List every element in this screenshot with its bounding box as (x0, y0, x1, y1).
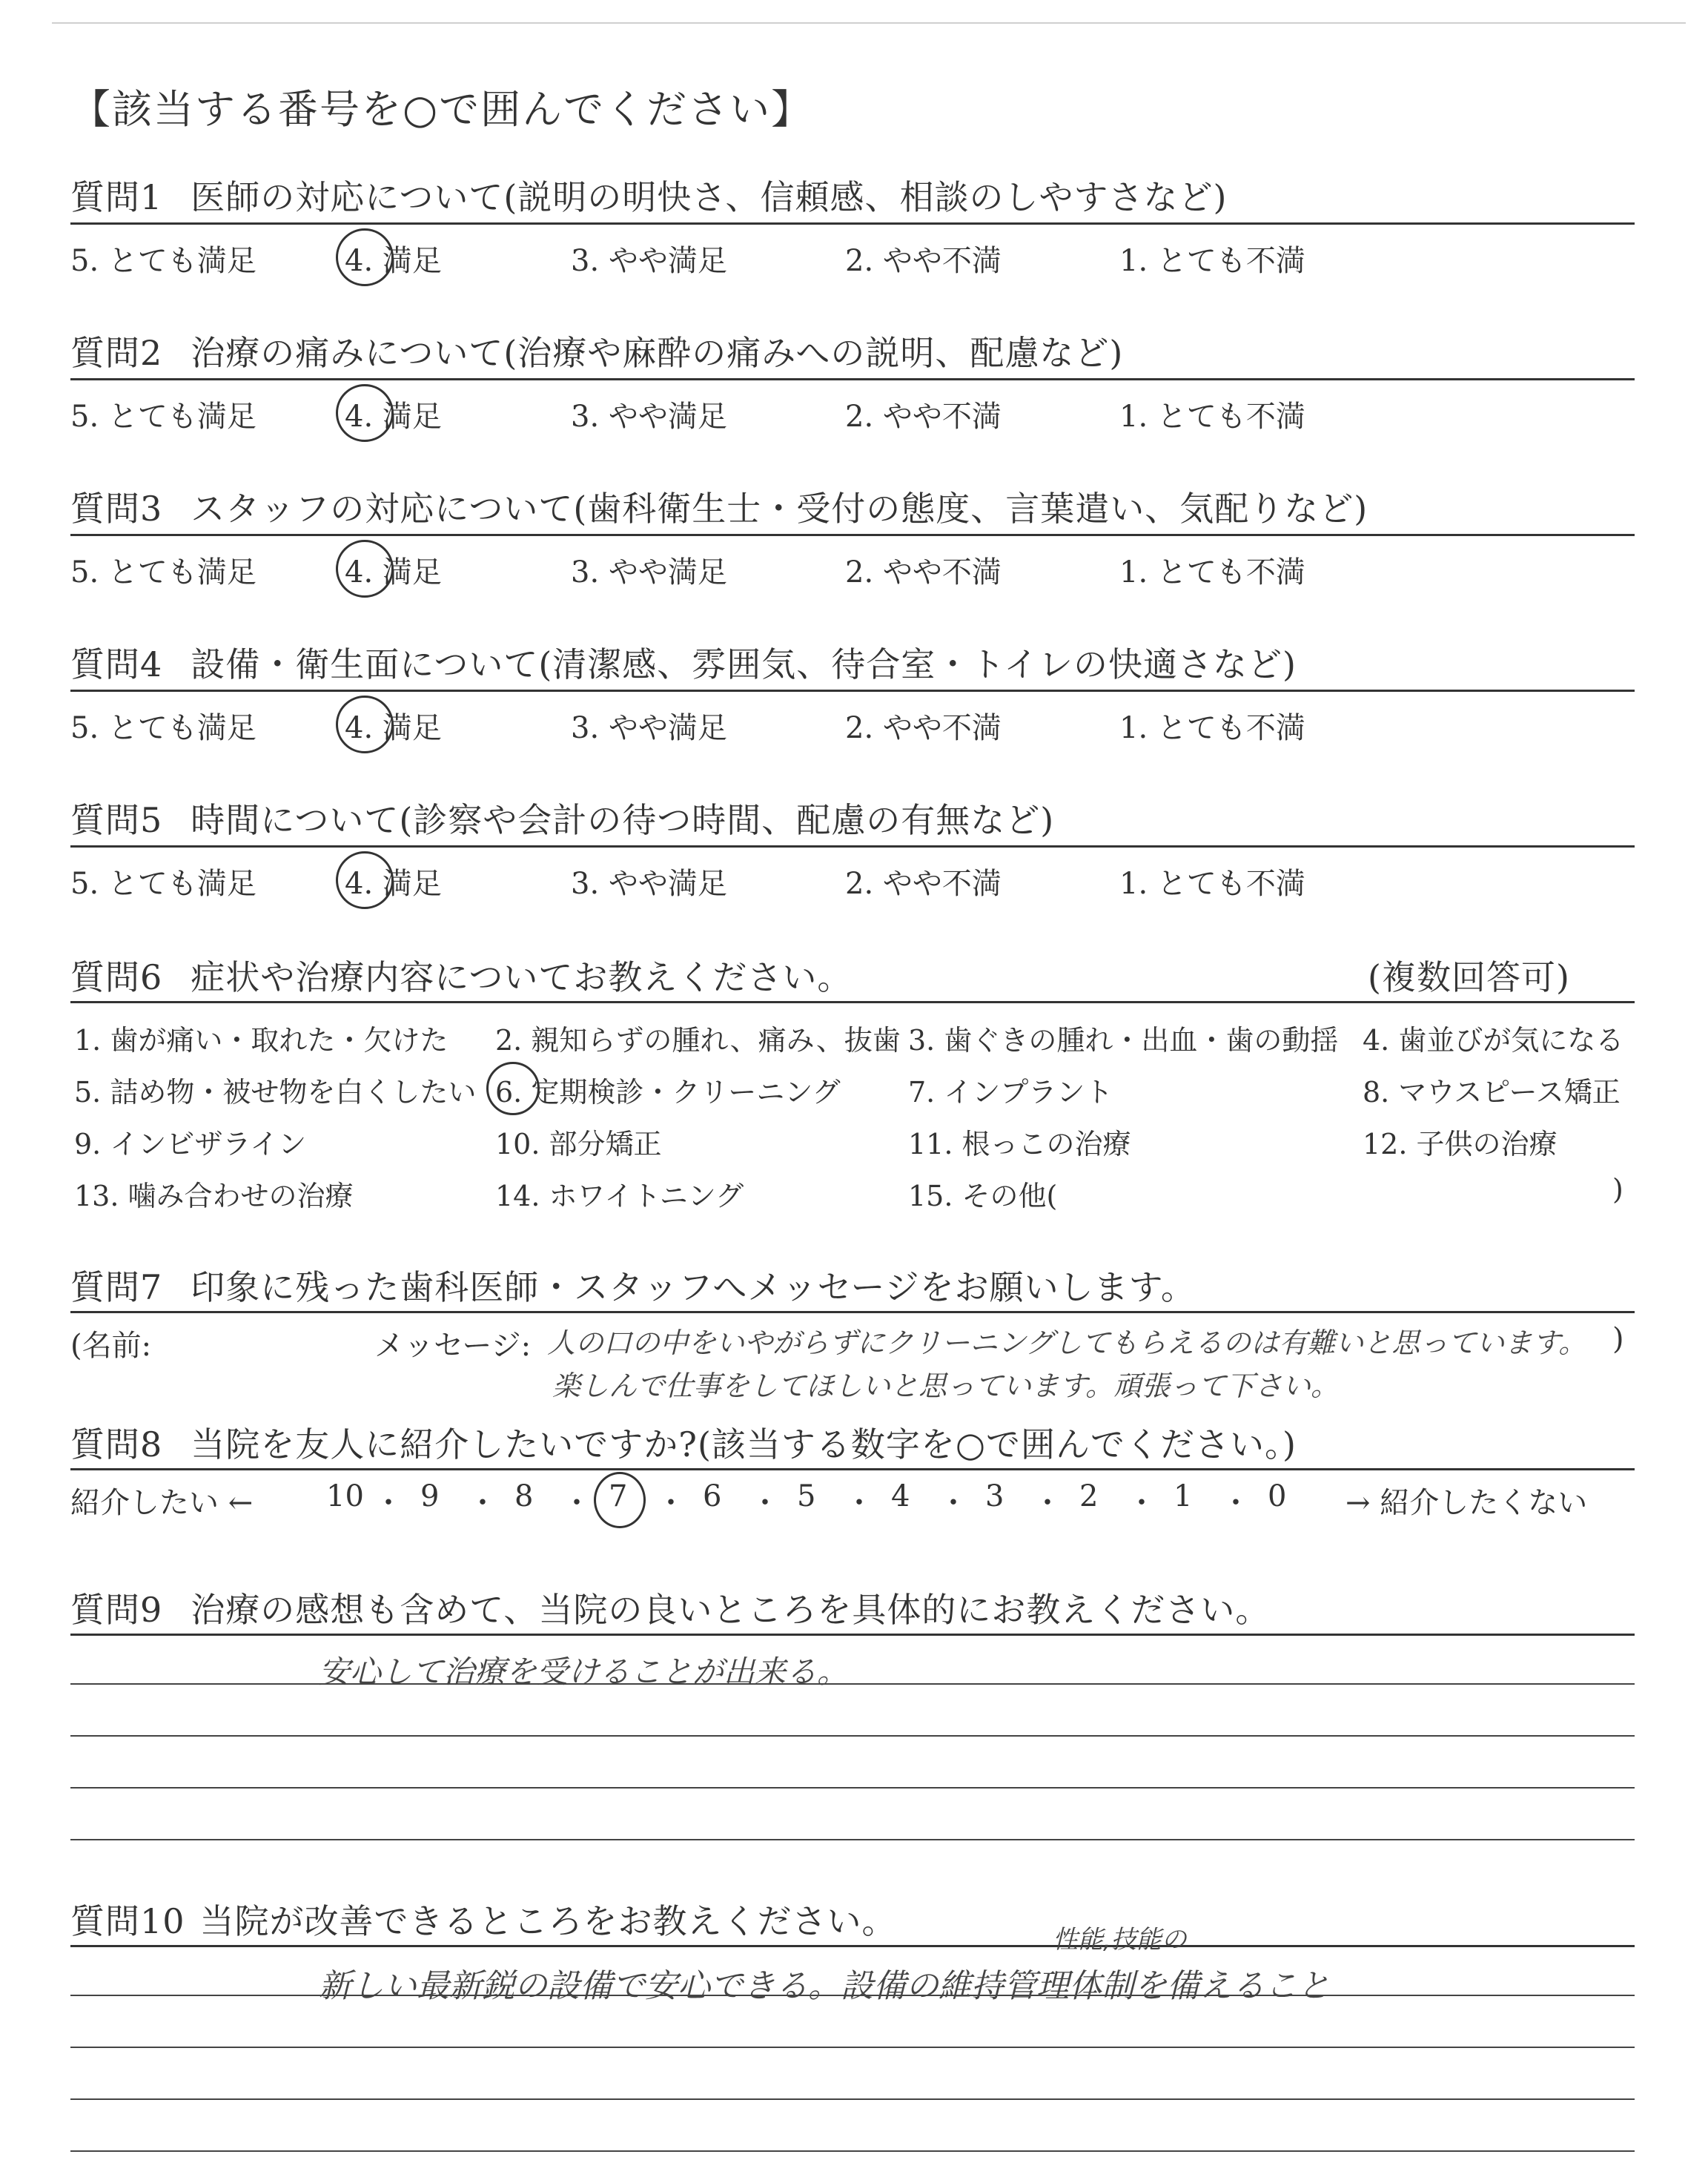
rating-option[interactable]: 3. やや満足 (571, 244, 727, 278)
scale-number[interactable]: 2 (1079, 1479, 1099, 1513)
q9-answer-line (70, 1839, 1635, 1840)
scale-separator: ・ (1221, 1486, 1251, 1520)
page-heading: 【該当する番号を○で囲んでください】 (70, 86, 813, 133)
scale-number[interactable]: 4 (891, 1479, 910, 1513)
question-text: 医師の対応について(説明の明快さ、信頼感、相談のしやすさなど) (191, 177, 1228, 217)
q10-answer: 新しい最新鋭の設備で安心できる。設備の維持管理体制を備えること (319, 1967, 1330, 2005)
selection-circle (336, 696, 394, 753)
rating-option[interactable]: 1. とても不満 (1119, 555, 1305, 589)
q8-right-label: → 紹介したくない (1345, 1486, 1588, 1520)
selection-circle (336, 540, 394, 598)
selection-circle (336, 851, 394, 909)
q6-option[interactable]: 7. インプラント (908, 1076, 1113, 1109)
q9-answer: 安心して治療を受けることが出来る。 (319, 1654, 849, 1690)
q6-text: 症状や治療内容についてお教えください。 (191, 957, 853, 997)
rating-option[interactable]: 1. とても不満 (1119, 711, 1305, 745)
rating-option[interactable]: 5. とても満足 (70, 400, 256, 434)
rating-option[interactable]: 4. 満足 (345, 867, 442, 901)
q6-option[interactable]: 13. 噛み合わせの治療 (74, 1180, 354, 1212)
rating-option[interactable]: 3. やや満足 (571, 555, 727, 589)
q6-option[interactable]: 4. 歯並びが気になる (1363, 1024, 1624, 1057)
question-rule (70, 690, 1635, 692)
q7-message-line2: 楽しんで仕事をしてほしいと思っています。頑張って下さい。 (552, 1370, 1339, 1402)
q6-other-close: ) (1612, 1173, 1623, 1206)
scale-separator: ・ (750, 1486, 780, 1520)
rating-option[interactable]: 3. やや満足 (571, 400, 727, 434)
question-text: 時間について(診察や会計の待つ時間、配慮の有無など) (191, 800, 1055, 840)
question-1-title (70, 171, 1227, 219)
question-number: 質問4 (70, 644, 163, 684)
rating-option[interactable]: 1. とても不満 (1119, 400, 1305, 434)
rating-option[interactable]: 2. やや不満 (845, 244, 1002, 278)
q6-option[interactable]: 14. ホワイトニング (495, 1180, 744, 1212)
q8-title (70, 1418, 1297, 1467)
q6-note: (複数回答可) (1368, 957, 1570, 997)
selection-circle (486, 1062, 540, 1115)
q6-option[interactable]: 3. 歯ぐきの腫れ・出血・歯の動揺 (908, 1024, 1339, 1057)
q9-answer-line (70, 1787, 1635, 1789)
question-number: 質問2 (70, 333, 163, 373)
rating-option[interactable]: 2. やや不満 (845, 400, 1002, 434)
scale-separator: ・ (656, 1486, 686, 1520)
question-rule (70, 222, 1635, 225)
question-number: 質問1 (70, 177, 163, 217)
q6-option[interactable]: 9. インビザライン (74, 1128, 307, 1160)
q9-rule (70, 1634, 1635, 1636)
rating-option[interactable]: 1. とても不満 (1119, 867, 1305, 901)
scale-separator: ・ (844, 1486, 874, 1520)
question-text: 治療の痛みについて(治療や麻酔の痛みへの説明、配慮など) (191, 333, 1124, 373)
scale-number[interactable]: 8 (514, 1479, 534, 1513)
selection-circle (594, 1472, 646, 1528)
q7-text: 印象に残った歯科医師・スタッフへメッセージをお願いします。 (191, 1267, 1196, 1307)
q10-rule (70, 1945, 1635, 1947)
rating-option[interactable]: 4. 満足 (345, 555, 442, 589)
scale-number[interactable]: 3 (985, 1479, 1004, 1513)
rating-option[interactable]: 5. とても満足 (70, 244, 256, 278)
selection-circle (336, 384, 394, 442)
q6-option[interactable]: 15. その他( (908, 1180, 1058, 1212)
q6-title (70, 951, 852, 1000)
q7-number: 質問7 (70, 1267, 163, 1307)
scale-separator: ・ (1127, 1486, 1156, 1520)
q10-answer-line (70, 2047, 1635, 2048)
rating-option[interactable]: 1. とても不満 (1119, 244, 1305, 278)
rating-option[interactable]: 3. やや満足 (571, 711, 727, 745)
q7-name-label: (名前: (70, 1329, 152, 1363)
scale-number[interactable]: 5 (797, 1479, 816, 1513)
q9-answer-line (70, 1735, 1635, 1737)
scale-separator: ・ (468, 1486, 497, 1520)
question-4-title (70, 638, 1297, 687)
q6-option[interactable]: 8. マウスピース矯正 (1363, 1076, 1621, 1109)
q7-message-line1: 人の口の中をいやがらずにクリーニングしてもらえるのは有難いと思っています。 (547, 1327, 1587, 1359)
q7-message-label: メッセージ: (374, 1329, 532, 1363)
q6-number: 質問6 (70, 957, 163, 997)
scale-separator: ・ (939, 1486, 968, 1520)
q7-rule (70, 1311, 1635, 1313)
question-rule (70, 845, 1635, 848)
q10-insert-note: 性能,技能の (1053, 1925, 1187, 1955)
q6-rule (70, 1001, 1635, 1003)
q10-answer-line (70, 2098, 1635, 2100)
q8-number: 質問8 (70, 1424, 163, 1464)
question-3-title (70, 482, 1368, 531)
q6-option[interactable]: 2. 親知らずの腫れ、痛み、抜歯 (495, 1024, 901, 1057)
q8-left-label: 紹介したい ← (70, 1486, 254, 1520)
rating-option[interactable]: 4. 満足 (345, 400, 442, 434)
rating-option[interactable]: 2. やや不満 (845, 711, 1002, 745)
q9-title (70, 1583, 1270, 1632)
q10-text: 当院が改善できるところをお教えください。 (199, 1901, 897, 1941)
q10-number: 質問10 (70, 1901, 185, 1941)
rating-option[interactable]: 5. とても満足 (70, 867, 256, 901)
scale-number[interactable]: 9 (420, 1479, 440, 1513)
q6-option[interactable]: 5. 詰め物・被せ物を白くしたい (74, 1076, 477, 1109)
scale-separator: ・ (562, 1486, 592, 1520)
scale-separator: ・ (374, 1486, 403, 1520)
scale-number[interactable]: 10 (326, 1479, 364, 1513)
question-text: 設備・衛生面について(清潔感、雰囲気、待合室・トイレの快適さなど) (191, 644, 1297, 684)
q8-text: 当院を友人に紹介したいですか?(該当する数字を○で囲んでください。) (191, 1424, 1297, 1464)
selection-circle (336, 228, 394, 286)
top-border (52, 22, 1686, 24)
rating-option[interactable]: 4. 満足 (345, 711, 442, 745)
q9-answer-line (70, 1683, 1635, 1685)
q10-title (70, 1895, 897, 1943)
q6-option[interactable]: 1. 歯が痛い・取れた・欠けた (74, 1024, 448, 1057)
scale-number[interactable]: 7 (609, 1479, 628, 1513)
scale-number[interactable]: 6 (703, 1479, 722, 1513)
question-5-title (70, 793, 1054, 842)
rating-option[interactable]: 2. やや不満 (845, 555, 1002, 589)
scale-number[interactable]: 0 (1268, 1479, 1287, 1513)
rating-option[interactable]: 4. 満足 (345, 244, 442, 278)
q7-title (70, 1261, 1196, 1309)
q10-answer-line (70, 2150, 1635, 2152)
question-text: スタッフの対応について(歯科衛生士・受付の態度、言葉遣い、気配りなど) (191, 489, 1368, 529)
question-rule (70, 378, 1635, 380)
q9-text: 治療の感想も含めて、当院の良いところを具体的にお教えください。 (191, 1590, 1271, 1630)
scale-number[interactable]: 1 (1174, 1479, 1193, 1513)
rating-option[interactable]: 5. とても満足 (70, 555, 256, 589)
q9-number: 質問9 (70, 1590, 163, 1630)
rating-option[interactable]: 3. やや満足 (571, 867, 727, 901)
q7-close-paren: ) (1612, 1322, 1624, 1356)
q8-rule (70, 1468, 1635, 1470)
question-number: 質問3 (70, 489, 163, 529)
question-number: 質問5 (70, 800, 163, 840)
question-rule (70, 534, 1635, 536)
rating-option[interactable]: 2. やや不満 (845, 867, 1002, 901)
q6-option[interactable]: 10. 部分矯正 (495, 1128, 662, 1160)
question-2-title (70, 326, 1123, 375)
q6-option[interactable]: 12. 子供の治療 (1363, 1128, 1558, 1160)
q6-option[interactable]: 11. 根っこの治療 (908, 1128, 1131, 1160)
scale-separator: ・ (1033, 1486, 1062, 1520)
q6-option[interactable]: 6. 定期検診・クリーニング (495, 1076, 841, 1109)
rating-option[interactable]: 5. とても満足 (70, 711, 256, 745)
